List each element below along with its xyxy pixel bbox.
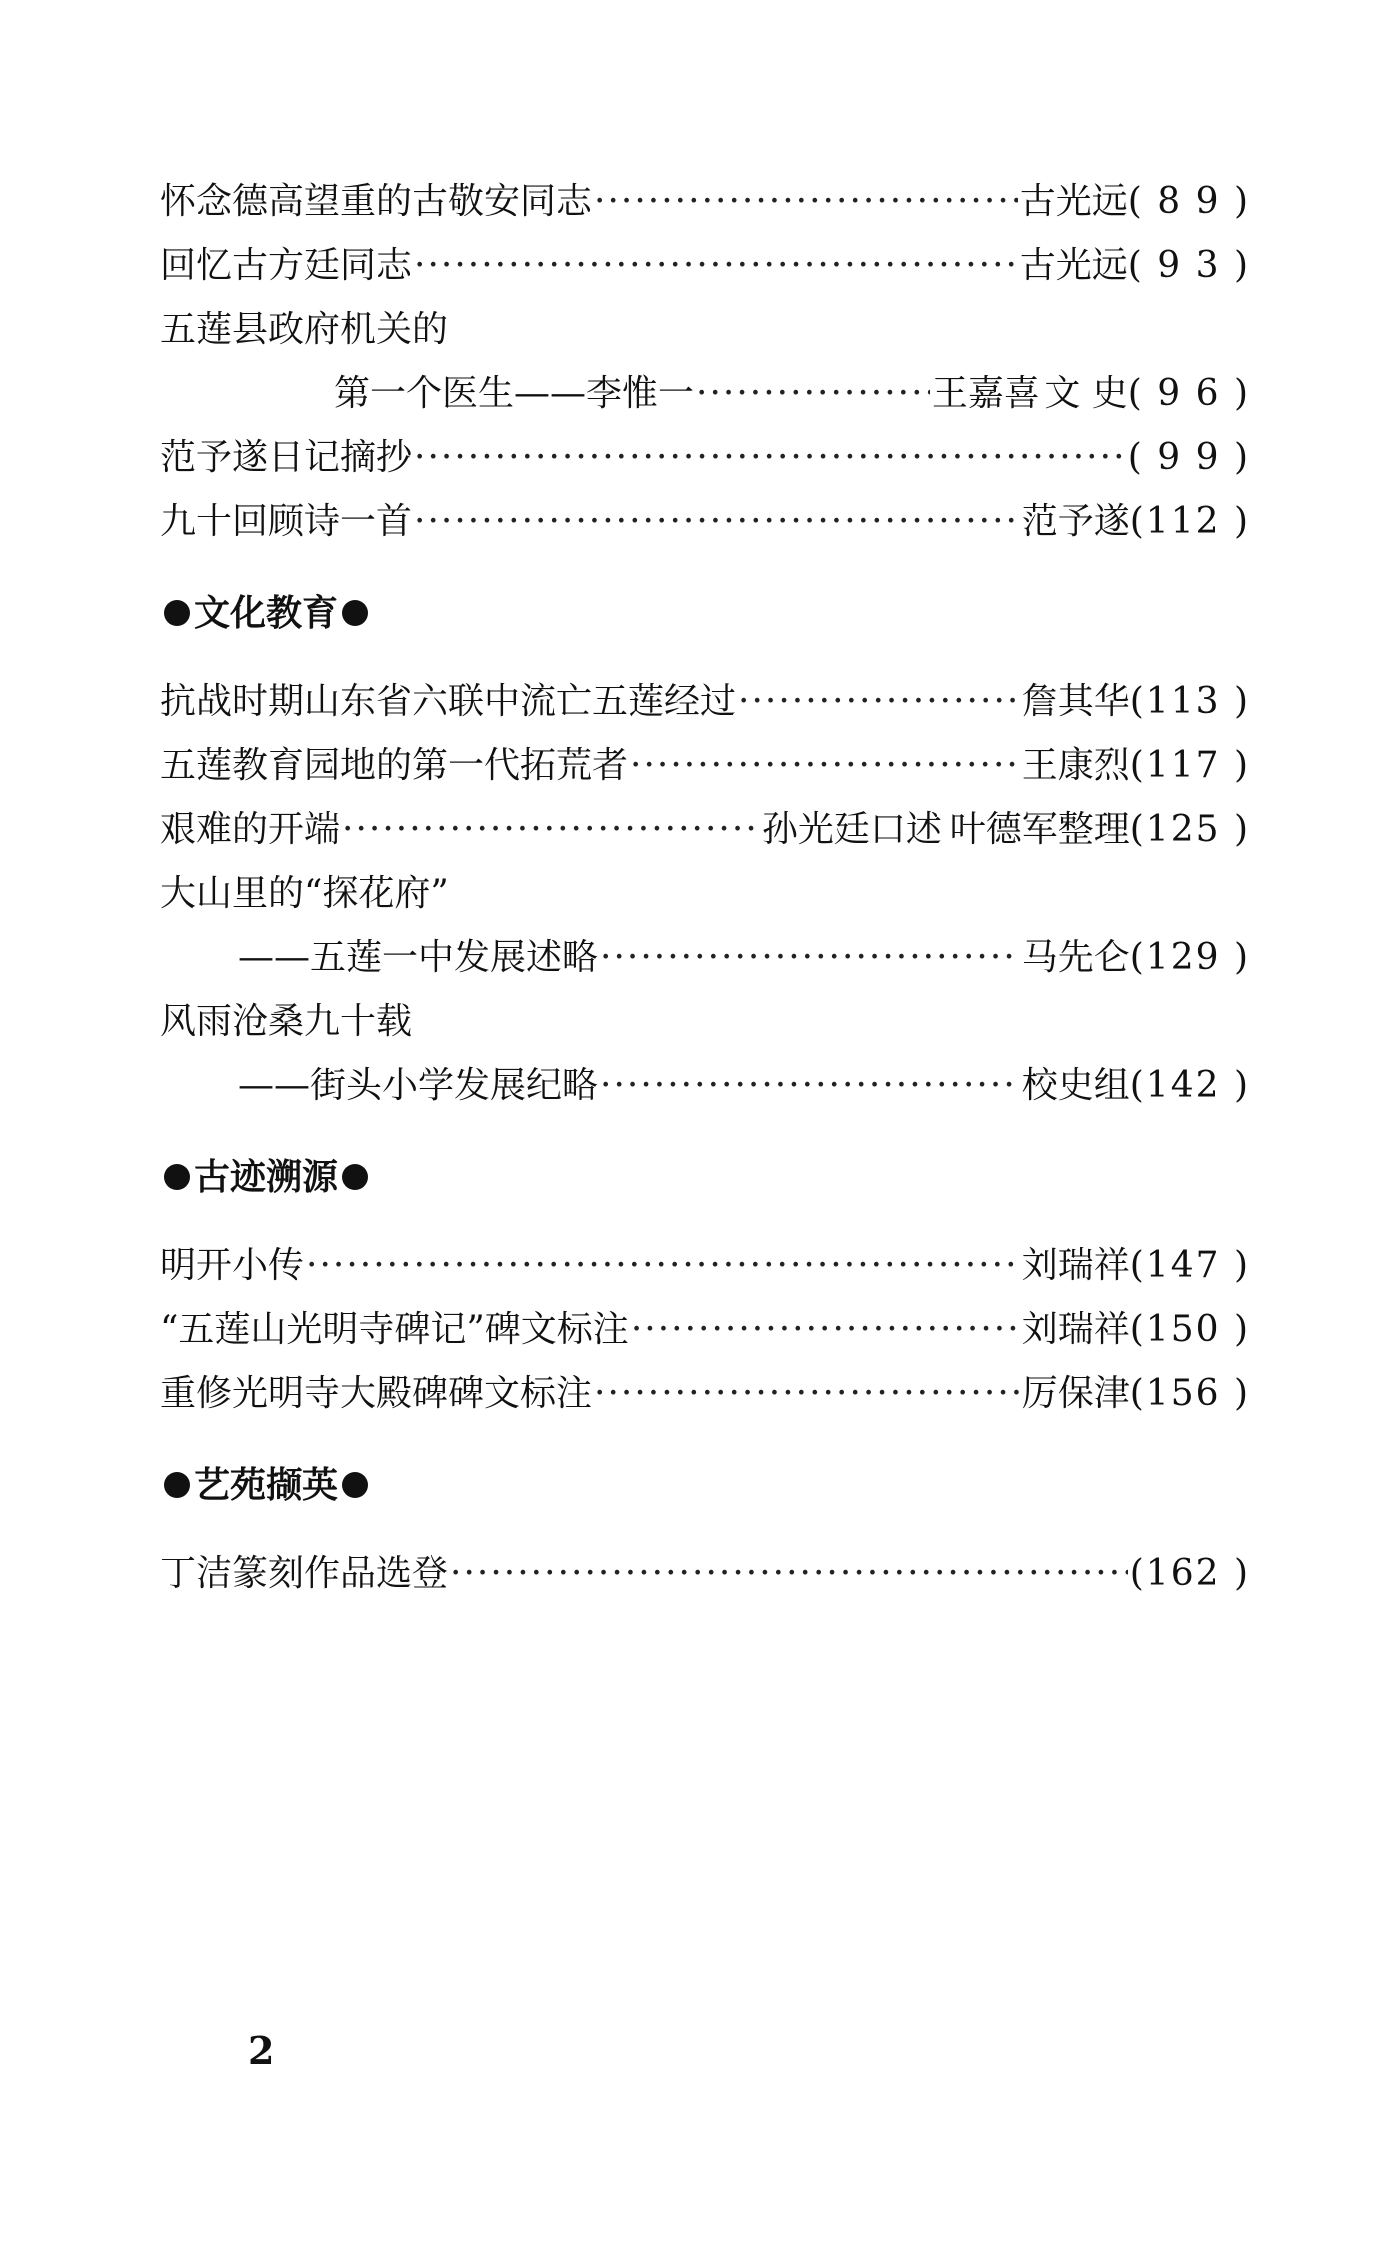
toc-entry[interactable]: [160, 926, 1250, 990]
entry-page: (129 ): [1129, 937, 1250, 978]
toc-entry[interactable]: [160, 1234, 1250, 1298]
toc-entry[interactable]: [160, 362, 1250, 426]
entry-page: (162 ): [1129, 1553, 1250, 1594]
toc-entry[interactable]: [160, 490, 1250, 554]
entry-title: 怀念德高望重的古敬安同志: [160, 181, 593, 222]
leader-dots: [594, 1362, 1020, 1426]
table-of-contents: [160, 170, 1250, 1606]
toc-entry[interactable]: [160, 170, 1250, 234]
entry-title: 明开小传: [160, 1245, 305, 1286]
entry-page: (117 ): [1129, 745, 1250, 786]
entry-title: 重修光明寺大殿碑碑文标注: [160, 1373, 593, 1414]
entry-page: (113 ): [1129, 681, 1250, 722]
entry-title: 九十回顾诗一首: [160, 501, 413, 542]
entry-title: 艰难的开端: [160, 809, 341, 850]
section-heading-text: 文化教育: [194, 592, 339, 634]
entry-title: 丁洁篆刻作品选登: [160, 1553, 449, 1594]
entry-author: 校史组: [1021, 1065, 1130, 1106]
entry-subtitle: ——街头小学发展纪略: [238, 1065, 599, 1106]
toc-entry[interactable]: [160, 734, 1250, 798]
entry-page: (142 ): [1129, 1065, 1250, 1106]
leader-dots: [600, 1054, 1020, 1118]
entry-author: 范予遂: [1021, 501, 1130, 542]
leader-dots: [450, 1542, 1128, 1606]
bullet-icon: [342, 1472, 368, 1498]
leader-dots: [414, 234, 1018, 298]
toc-entry[interactable]: [160, 1542, 1250, 1606]
entry-author: 刘瑞祥: [1021, 1245, 1130, 1286]
entry-title[interactable]: 五莲县政府机关的: [160, 309, 449, 350]
entry-author-secondary: 文 史: [1044, 373, 1128, 414]
entry-page: ( 8 9 ): [1127, 181, 1250, 222]
entry-author: 马先仑: [1021, 937, 1130, 978]
section-heading-text: 艺苑撷英: [194, 1464, 339, 1506]
entry-author: 古光远: [1019, 181, 1128, 222]
entry-page: (125 ): [1129, 809, 1250, 850]
entry-page: ( 9 3 ): [1127, 245, 1250, 286]
entry-author-secondary: 叶德军整理: [949, 809, 1130, 850]
entry-author: 古光远: [1019, 245, 1128, 286]
entry-page: (156 ): [1129, 1373, 1250, 1414]
toc-entry[interactable]: [160, 426, 1250, 490]
leader-dots: [696, 362, 930, 426]
toc-entry[interactable]: [160, 670, 1250, 734]
entry-author: 王康烈: [1021, 745, 1130, 786]
leader-dots: [594, 170, 1018, 234]
bullet-icon: [342, 1164, 368, 1190]
leader-dots: [600, 926, 1020, 990]
entry-title[interactable]: 大山里的“探花府”: [160, 873, 449, 914]
entry-page: ( 9 9 ): [1127, 437, 1250, 478]
toc-entry[interactable]: [160, 234, 1250, 298]
page-number: 2: [248, 2028, 275, 2073]
leader-dots: [306, 1234, 1020, 1298]
leader-dots: [631, 1298, 1020, 1362]
toc-entry[interactable]: [160, 1054, 1250, 1118]
entry-title[interactable]: 风雨沧桑九十载: [160, 1001, 413, 1042]
entry-subtitle: 第一个医生——李惟一: [334, 373, 695, 414]
toc-entry[interactable]: [160, 798, 1250, 862]
bullet-icon: [164, 1472, 190, 1498]
entry-author: 詹其华: [1021, 681, 1130, 722]
leader-dots: [630, 734, 1020, 798]
entry-page: (112 ): [1129, 501, 1250, 542]
entry-page: (150 ): [1129, 1309, 1250, 1350]
entry-subtitle: ——五莲一中发展述略: [238, 937, 599, 978]
section-heading-relics: [160, 1142, 1250, 1212]
entry-page: ( 9 6 ): [1127, 373, 1250, 414]
leader-dots: [414, 426, 1126, 490]
toc-entry[interactable]: [160, 1362, 1250, 1426]
toc-entry[interactable]: [160, 1298, 1250, 1362]
leader-dots: [414, 490, 1020, 554]
section-heading-arts: [160, 1450, 1250, 1520]
entry-title: 范予遂日记摘抄: [160, 437, 413, 478]
entry-title: 抗战时期山东省六联中流亡五莲经过: [160, 681, 737, 722]
section-heading-text: 古迹溯源: [194, 1156, 339, 1198]
entry-author: 厉保津: [1021, 1373, 1130, 1414]
entry-page: (147 ): [1129, 1245, 1250, 1286]
leader-dots: [342, 798, 760, 862]
section-heading-culture: [160, 578, 1250, 648]
entry-title: “五莲山光明寺碑记”碑文标注: [160, 1309, 629, 1350]
entry-author: 王嘉喜: [931, 373, 1040, 414]
bullet-icon: [342, 600, 368, 626]
bullet-icon: [164, 1164, 190, 1190]
entry-author: 孙光廷口述: [761, 809, 942, 850]
entry-author: 刘瑞祥: [1021, 1309, 1130, 1350]
entry-title: 五莲教育园地的第一代拓荒者: [160, 745, 629, 786]
leader-dots: [738, 670, 1020, 734]
entry-title: 回忆古方廷同志: [160, 245, 413, 286]
bullet-icon: [164, 600, 190, 626]
